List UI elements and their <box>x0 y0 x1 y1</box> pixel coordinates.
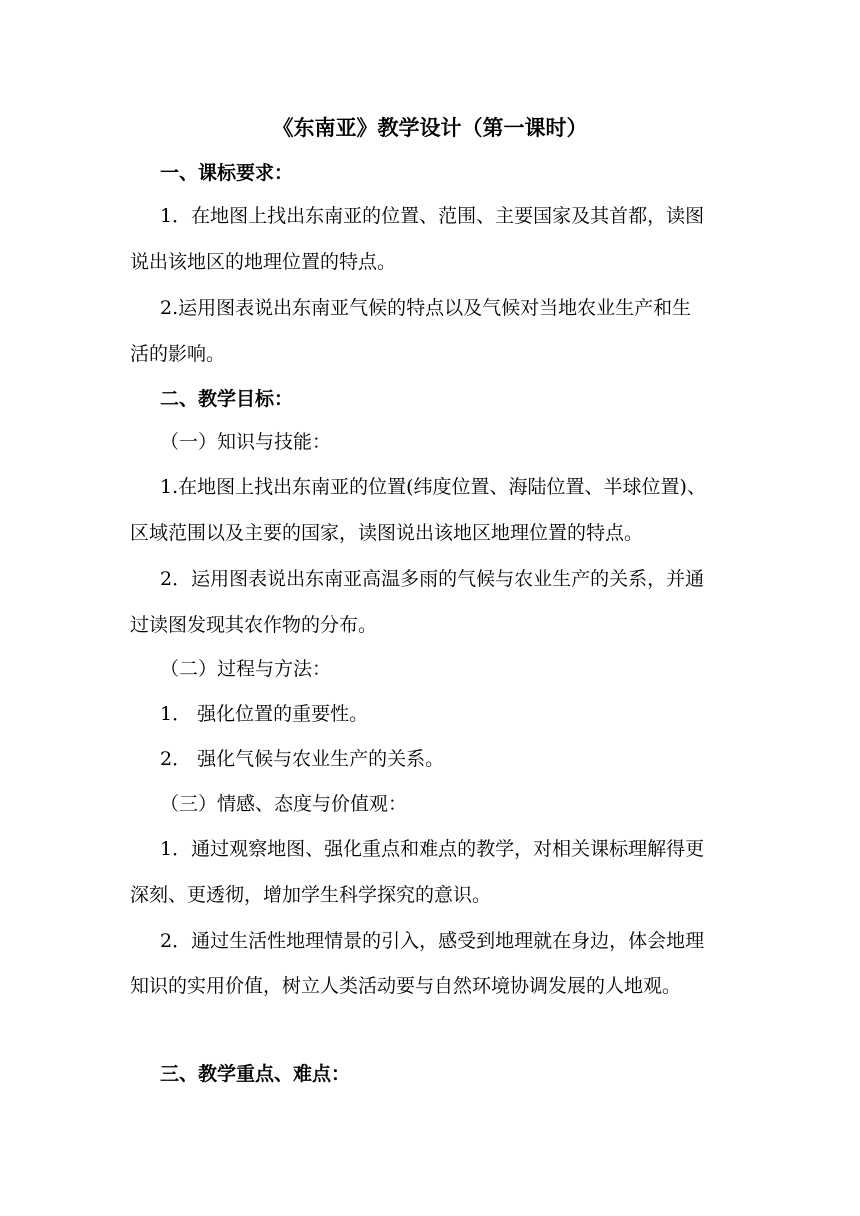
paragraph-line: 过读图发现其农作物的分布。 <box>130 614 378 636</box>
document-title: 《东南亚》教学设计（第一课时） <box>272 115 588 140</box>
section-heading-key-points: 三、教学重点、难点： <box>160 1063 351 1085</box>
paragraph-line: 1.在地图上找出东南亚的位置(纬度位置、海陆位置、半球位置)、 <box>160 476 706 498</box>
paragraph-line: 2． 强化气候与农业生产的关系。 <box>160 748 445 770</box>
paragraph-line: 1．通过观察地图、强化重点和难点的教学，对相关课标理解得更 <box>160 838 705 860</box>
paragraph-line: 2.运用图表说出东南亚气候的特点以及气候对当地农业生产和生 <box>160 297 692 319</box>
paragraph-line: 活的影响。 <box>130 343 226 365</box>
paragraph-line: 1． 强化位置的重要性。 <box>160 703 369 725</box>
section-heading-standards: 一、课标要求： <box>160 162 294 184</box>
subsection-label: （三）情感、态度与价值观： <box>160 793 408 815</box>
subsection-label: （二）过程与方法： <box>160 658 332 680</box>
paragraph-line: 深刻、更透彻，增加学生科学探究的意识。 <box>130 884 492 906</box>
paragraph-line: 2．运用图表说出东南亚高温多雨的气候与农业生产的关系，并通 <box>160 568 705 590</box>
paragraph-line: 说出该地区的地理位置的特点。 <box>130 251 397 273</box>
paragraph-line: 2．通过生活性地理情景的引入，感受到地理就在身边，体会地理 <box>160 930 705 952</box>
paragraph-line: 1．在地图上找出东南亚的位置、范围、主要国家及其首都，读图 <box>160 205 705 227</box>
paragraph-line: 区域范围以及主要的国家，读图说出该地区地理位置的特点。 <box>130 522 644 544</box>
section-heading-objectives: 二、教学目标： <box>160 388 294 410</box>
paragraph-line: 知识的实用价值，树立人类活动要与自然环境协调发展的人地观。 <box>130 975 682 997</box>
subsection-label: （一）知识与技能： <box>160 431 332 453</box>
